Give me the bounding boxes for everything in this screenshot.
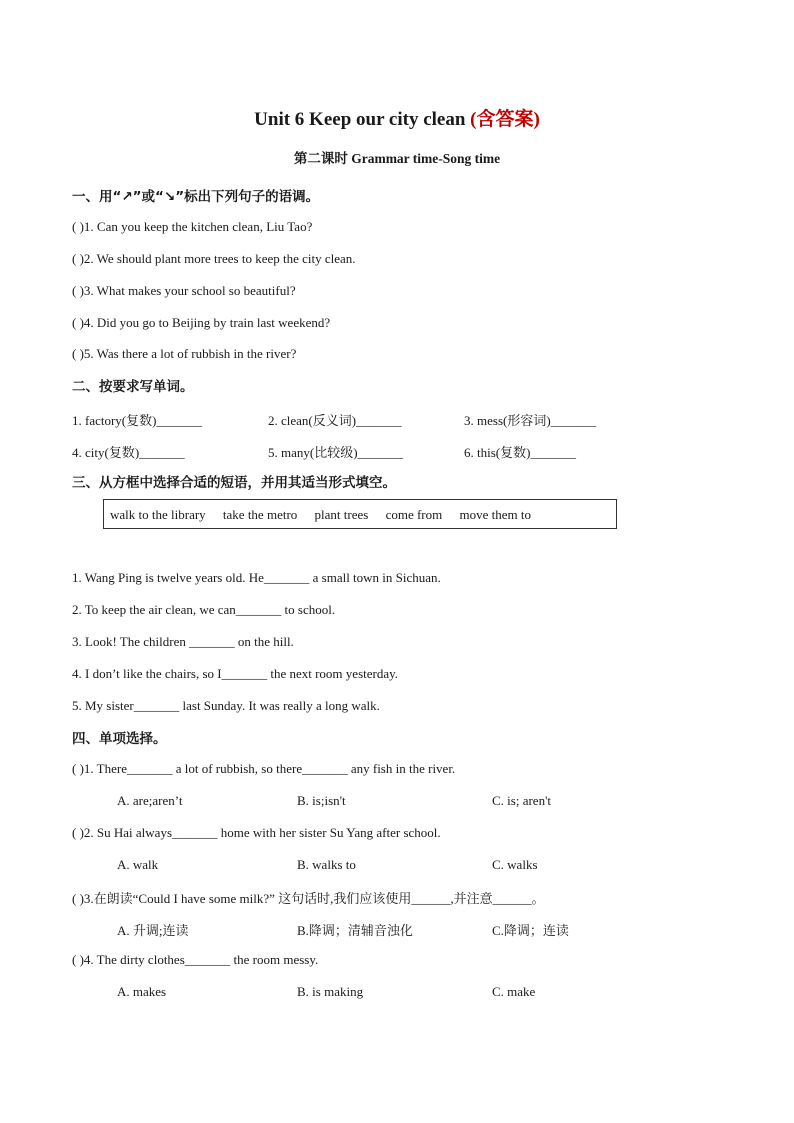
sec4-q4-option-b: B. is making <box>297 984 364 999</box>
title-main: Unit 6 Keep our city clean <box>254 109 471 130</box>
sec3-item-1: 1. Wang Ping is twelve years old. He_______ a small town in Sichuan. <box>72 570 441 585</box>
section-3-heading: 三、从方框中选择合适的短语，并用其适当形式填空。 <box>72 475 396 491</box>
sec2-item-5: 5. many(比较级)_______ <box>268 445 404 460</box>
sec2-item-6: 6. this(复数)_______ <box>464 445 576 460</box>
page-title <box>0 104 794 131</box>
sec1-item-4: ( )4. Did you go to Beijing by train last weekend? <box>72 315 331 330</box>
sec4-question-4: ( )4. The dirty clothes_______ the room messy. <box>72 952 319 967</box>
sec3-item-4: 4. I don’t like the chairs, so I_______ the next room yesterday. <box>72 666 399 681</box>
sec2-item-4: 4. city(复数)_______ <box>72 445 185 460</box>
answer-tag: (含答案) <box>470 109 540 130</box>
sec4-q1-option-b: B. is;isn't <box>297 793 346 808</box>
section-4-heading: 四、单项选择。 <box>72 731 167 747</box>
phrase-5: move them to <box>459 507 531 522</box>
sec3-item-3: 3. Look! The children _______ on the hill. <box>72 634 294 649</box>
sec4-q3-option-b: B.降调；清辅音浊化 <box>297 923 413 938</box>
sec4-q2-option-b: B. walks to <box>297 857 356 872</box>
sec4-q1-option-a: A. are;aren’t <box>117 793 183 808</box>
sec1-item-1: ( )1. Can you keep the kitchen clean, Liu Tao? <box>72 219 313 234</box>
sec4-q2-option-a: A. walk <box>117 857 159 872</box>
phrase-1: walk to the library <box>110 507 206 522</box>
sec3-item-2: 2. To keep the air clean, we can_______ to school. <box>72 602 336 617</box>
page-subtitle: 第二课时 Grammar time-Song time <box>293 151 501 166</box>
sec1-item-2: ( )2. We should plant more trees to keep the city clean. <box>72 251 356 266</box>
phrase-4: come from <box>385 507 443 522</box>
sec4-q4-option-c: C. make <box>492 984 536 999</box>
phrase-3: plant trees <box>314 507 369 522</box>
sec4-question-2: ( )2. Su Hai always_______ home with her sister Su Yang after school. <box>72 825 441 840</box>
sec4-q3-option-a: A. 升调;连读 <box>117 923 189 938</box>
sec4-question-1: ( )1. There_______ a lot of rubbish, so there_______ any fish in the river. <box>72 761 456 776</box>
section-2-heading: 二、按要求写单词。 <box>72 379 194 395</box>
sec1-item-5: ( )5. Was there a lot of rubbish in the river? <box>72 346 297 361</box>
sec4-q1-option-c: C. is; aren't <box>492 793 552 808</box>
sec4-q3-option-c: C.降调；连读 <box>492 923 569 938</box>
sec4-question-3: ( )3.在朗读“Could I have some milk?” 这句话时,我们应该使用______,并注意______。 <box>72 891 545 906</box>
sec3-item-5: 5. My sister_______ last Sunday. It was really a long walk. <box>72 698 380 713</box>
section-1-heading: 一、用“↗”或“↘”标出下列句子的语调。 <box>72 189 320 205</box>
sec2-item-1: 1. factory(复数)_______ <box>72 413 202 428</box>
sec2-item-2: 2. clean(反义词)_______ <box>268 413 402 428</box>
sec1-item-3: ( )3. What makes your school so beautiful? <box>72 283 296 298</box>
phrase-box <box>103 499 617 529</box>
sec4-q4-option-a: A. makes <box>117 984 167 999</box>
sec2-item-3: 3. mess(形容词)_______ <box>464 413 597 428</box>
phrase-2: take the metro <box>222 507 298 522</box>
sec4-q2-option-c: C. walks <box>492 857 538 872</box>
